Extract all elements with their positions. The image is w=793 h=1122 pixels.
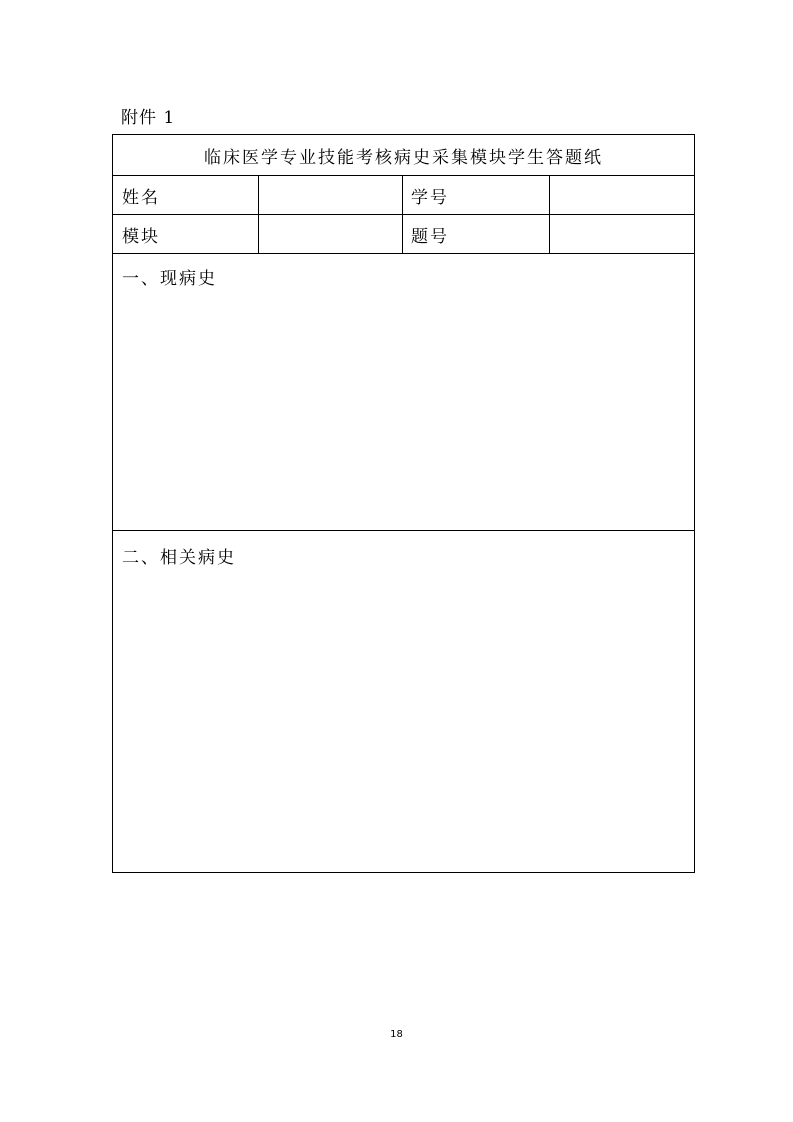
module-label: 模块 — [113, 215, 259, 253]
student-id-field[interactable] — [550, 176, 694, 214]
related-history-section[interactable] — [113, 531, 694, 872]
present-illness-section[interactable] — [113, 254, 694, 531]
page-number: 18 — [390, 1029, 403, 1040]
related-history-heading: 二、相关病史 — [122, 548, 236, 568]
question-no-label: 题号 — [403, 215, 550, 253]
name-label: 姓名 — [113, 176, 259, 214]
answer-sheet-table — [112, 134, 695, 873]
module-field[interactable] — [259, 215, 403, 253]
present-illness-heading: 一、现病史 — [122, 269, 217, 289]
info-row-module-question — [113, 215, 694, 254]
question-no-field[interactable] — [550, 215, 694, 253]
name-field[interactable] — [259, 176, 403, 214]
attachment-label: 附件 1 — [121, 108, 176, 128]
student-id-label: 学号 — [403, 176, 550, 214]
form-title: 临床医学专业技能考核病史采集模块学生答题纸 — [113, 135, 694, 176]
info-row-name-id — [113, 176, 694, 215]
